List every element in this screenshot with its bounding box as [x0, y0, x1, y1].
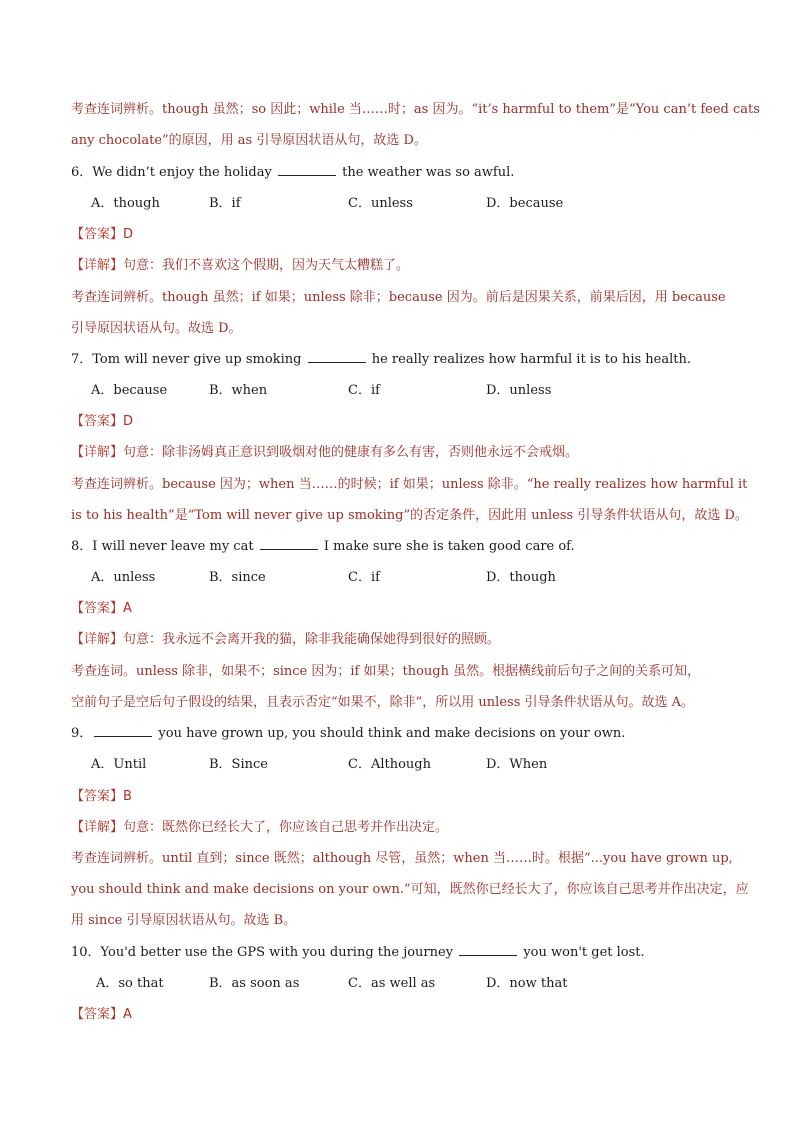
question-8-option-d: D．though: [486, 570, 556, 585]
question-9-stem: [71, 725, 625, 743]
question-7-option-c: C．if: [348, 383, 380, 398]
answer-label: 【答案】: [71, 227, 124, 242]
question-6-stem-end: the weather was so awful.: [342, 165, 515, 180]
answer-value: D: [123, 414, 134, 429]
question-9-answer: [71, 788, 132, 806]
question-10-answer: [71, 1006, 132, 1024]
question-7-stem-end: he really realizes how harmful it is to his health.: [371, 352, 691, 367]
question-9-stem-start: 9．: [71, 726, 93, 741]
question-10-stem: [71, 944, 645, 962]
question-8-option-b: B．since: [209, 570, 266, 585]
question-6-stem: [71, 164, 514, 182]
question-10-stem-start: 10．You'd better use the GPS with you during the journey: [71, 945, 454, 960]
question-10-option-b: B．as soon as: [209, 976, 300, 991]
question-8-explain-1: 考查连词。unless 除非，如果不；since 因为；if 如果；though 虽然。根据横线前后句子之间的关系可知，: [71, 664, 701, 679]
question-9-option-b: B．Since: [209, 757, 268, 772]
question-6-explain-1: 考查连词辨析。though 虽然；if 如果；unless 除非；because 因为。前后是因果关系，前果后因，用 because: [71, 290, 726, 305]
question-6-option-a: A．though: [91, 196, 160, 211]
question-9-explain-3: 用 since 引导原因状语从句。故选 B。: [71, 913, 297, 928]
question-9-blank: [94, 725, 152, 737]
question-8-stem: [71, 538, 575, 556]
question-6-explain-2: 引导原因状语从句。故选 D。: [71, 321, 242, 336]
question-7-detail: [71, 444, 578, 462]
question-8-option-c: C．if: [348, 570, 380, 585]
question-10-option-a: A．so that: [96, 976, 164, 991]
answer-label: 【答案】: [71, 1007, 124, 1022]
question-6-answer: [71, 226, 133, 244]
detail-label: 【详解】: [71, 445, 124, 460]
question-7-meaning: 句意：除非汤姆真正意识到吸烟对他的健康有多么有害，否则他永远不会戒烟。: [123, 445, 579, 460]
question-9-explain-1: 考查连词辨析。until 直到；since 既然；although 尽管，虽然；when 当……时。根据“...you have grown up,: [71, 851, 733, 866]
question-6-meaning: 句意：我们不喜欢这个假期，因为天气太糟糕了。: [123, 258, 410, 273]
question-9-detail: [71, 819, 448, 837]
answer-value: A: [123, 1007, 132, 1022]
question-8-blank: [260, 538, 318, 550]
question-10-blank: [459, 944, 517, 956]
question-6-option-d: D．because: [486, 196, 564, 211]
question-9-option-a: A．Until: [91, 757, 147, 772]
question-9-stem-end: you have grown up, you should think and make decisions on your own.: [158, 726, 626, 741]
question-8-answer: [71, 600, 132, 618]
question-8-meaning: 句意：我永远不会离开我的猫，除非我能确保她得到很好的照顾。: [123, 632, 501, 647]
question-10-option-c: C．as well as: [348, 976, 436, 991]
answer-label: 【答案】: [71, 601, 124, 616]
answer-value: A: [123, 601, 132, 616]
question-7-explain-1: 考查连词辨析。because 因为；when 当……的时候；if 如果；unless 除非。“he really realizes how harmful it: [71, 477, 748, 492]
question-8-stem-start: 8．I will never leave my cat: [71, 539, 254, 554]
question-7-stem: [71, 351, 691, 369]
question-7-explain-2: is to his health”是“Tom will never give up smoking”的否定条件，因此用 unless 引导条件状语从句，故选 D。: [71, 508, 748, 523]
question-6-detail: [71, 257, 409, 275]
detail-label: 【详解】: [71, 820, 124, 835]
question-9-explain-2: you should think and make decisions on your own.”可知，既然你已经长大了，你应该自己思考并作出决定，应: [71, 882, 749, 897]
question-7-option-d: D．unless: [486, 383, 552, 398]
question-6-option-b: B．if: [209, 196, 241, 211]
question-9-meaning: 句意：既然你已经长大了，你应该自己思考并作出决定。: [123, 820, 449, 835]
question-7-stem-start: 7．Tom will never give up smoking: [71, 352, 302, 367]
detail-label: 【详解】: [71, 258, 124, 273]
question-8-option-a: A．unless: [91, 570, 156, 585]
answer-label: 【答案】: [71, 414, 124, 429]
question-7-blank: [308, 351, 366, 363]
answer-value: D: [123, 227, 134, 242]
question-6-stem-start: 6．We didn’t enjoy the holiday: [71, 165, 272, 180]
question-8-stem-end: I make sure she is taken good care of.: [323, 539, 575, 554]
question-10-option-d: D．now that: [486, 976, 568, 991]
question-7-answer: [71, 413, 133, 431]
question-9-option-c: C．Although: [348, 757, 431, 772]
question-6-blank: [278, 164, 336, 176]
question-8-detail: [71, 631, 500, 649]
question-6-option-c: C．unless: [348, 196, 413, 211]
question-8-explain-2: 空前句子是空后句子假设的结果，且表示否定“如果不，除非”，所以用 unless 引导条件状语从句。故选 A。: [71, 695, 695, 710]
intro-explain-line-2: any chocolate”的原因，用 as 引导原因状语从句，故选 D。: [71, 133, 427, 148]
intro-explain-line-1: 考查连词辨析。though 虽然；so 因此；while 当……时；as 因为。“it’s harmful to them”是“You can’t feed cats: [71, 102, 760, 117]
question-7-option-a: A．because: [91, 383, 168, 398]
question-9-option-d: D．When: [486, 757, 548, 772]
answer-label: 【答案】: [71, 789, 124, 804]
detail-label: 【详解】: [71, 632, 124, 647]
question-10-stem-end: you won't get lost.: [523, 945, 645, 960]
question-7-option-b: B．when: [209, 383, 268, 398]
answer-value: B: [123, 789, 132, 804]
